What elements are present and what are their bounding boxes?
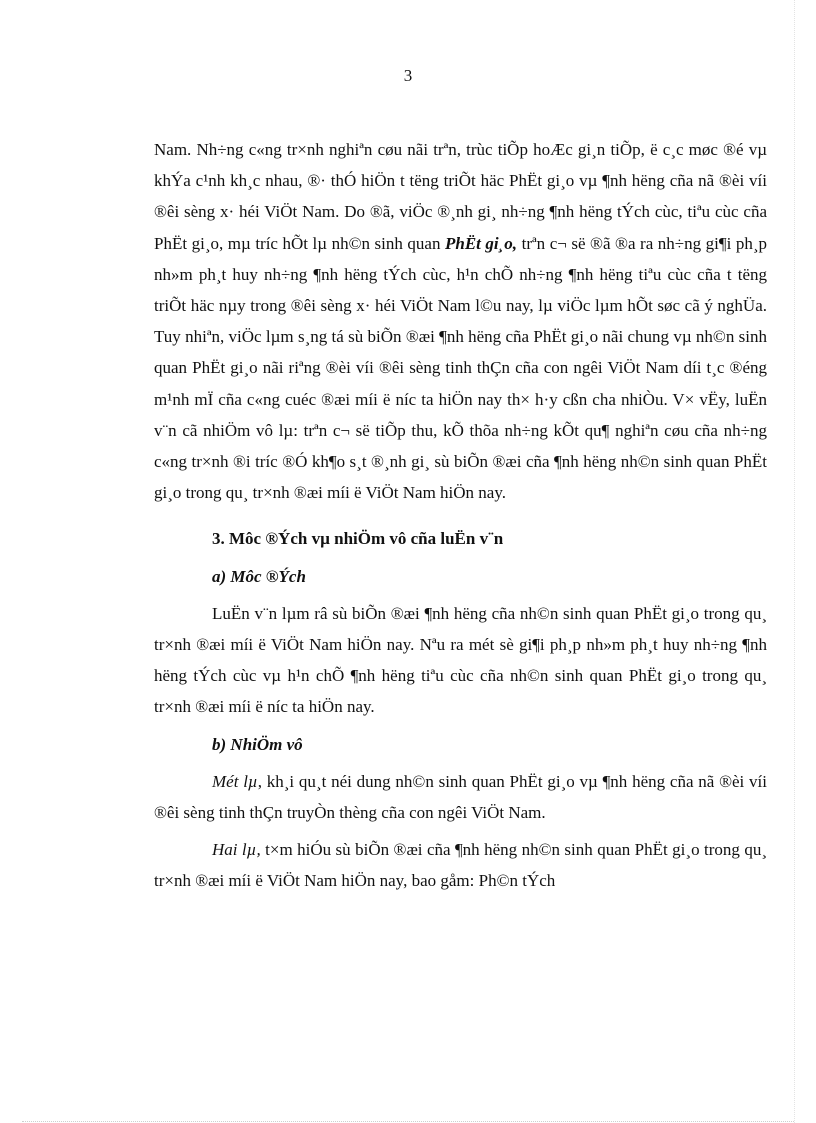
paragraph-1 <box>154 134 767 508</box>
page-edge-guide <box>794 0 795 1123</box>
subheading-b: b) NhiÖm vô <box>212 734 303 754</box>
subheading-a: a) Môc ®Ých <box>212 566 306 586</box>
section-heading-3: 3. Môc ®Ých vµ nhiÖm vô cña luËn v¨n <box>212 529 504 549</box>
page-bottom-guide <box>22 1121 794 1122</box>
body-text <box>154 134 767 897</box>
paragraph-4 <box>154 834 767 896</box>
paragraph-1-text-b: trªn c¬ së ®ã ®a ra nh÷ng gi¶i ph¸p nh»m ph¸t huy nh÷ng ¶nh hëng tÝch cùc, h¹n chÕ nh÷ng ¶nh hëng tiªu cùc cña t tëng triÕt häc nµy trong ®êi sèng x· héi ViÖt Nam l©u nay, lµ viÖc lµm hÕt søc cã ý nghÜa. Tuy nhiªn, viÖc lµm s¸ng tá sù biÕn ®æi ¶nh hëng cña PhËt gi¸o nãi chung vµ nh©n sinh quan PhËt gi¸o nãi riªng ®èi víi ®êi sèng tinh thÇn cña con ngêi ViÖt Nam díi t¸c ®éng m¹nh mÏ cña c«ng cuéc ®æi míi ë níc ta hiÖn nay th× h·y cßn cha nhiÒu. V× vËy, luËn v¨n cã nhiÖm vô lµ: trªn c¬ së tiÕp thu, kÕ thõa nh÷ng kÕt qu¶ nghiªn cøu cña nh÷ng c«ng tr×nh ®i tríc ®Ó kh¶o s¸t ®¸nh gi¸ sù biÕn ®æi cña ¶nh hëng nh©n sinh quan PhËt gi¸o trong qu¸ tr×nh ®æi míi ë ViÖt Nam hiÖn nay. <box>154 233 767 503</box>
paragraph-4-lead: Hai lµ, <box>212 840 261 860</box>
paragraph-3 <box>154 766 767 828</box>
paragraph-4-text: t×m hiÓu sù biÕn ®æi cña ¶nh hëng nh©n sinh quan PhËt gi¸o trong qu¸ tr×nh ®æi míi ë ViÖt Nam hiÖn nay, bao gåm: Ph©n tÝch <box>154 840 767 891</box>
paragraph-3-lead: Mét lµ <box>212 771 258 791</box>
paragraph-3-text: , kh¸i qu¸t néi dung nh©n sinh quan PhËt gi¸o vµ ¶nh hëng cña nã ®èi víi ®êi sèng tinh thÇn truyÒn thèng cña con ngêi ViÖt Nam. <box>154 771 767 823</box>
paragraph-1-emphasis: PhËt gi¸o, <box>444 233 518 253</box>
paragraph-2: LuËn v¨n lµm râ sù biÕn ®æi ¶nh hëng cña nh©n sinh quan PhËt gi¸o trong qu¸ tr×nh ®æi míi ë ViÖt Nam hiÖn nay. Nªu ra mét sè gi¶i ph¸p nh»m ph¸t huy nh÷ng ¶nh hëng tÝch cùc vµ h¹n chÕ ¶nh hëng tiªu cùc cña nh©n sinh quan PhËt gi¸o trong qu¸ tr×nh ®æi míi ë níc ta hiÖn nay. <box>154 603 767 717</box>
page-number: 3 <box>403 66 413 85</box>
paragraph-1-text-a: Nam. Nh÷ng c«ng tr×nh nghiªn cøu nãi trªn, trùc tiÕp hoÆc gi¸n tiÕp, ë c¸c møc ®é vµ khÝa c¹nh kh¸c nhau, ®· thÓ hiÖn t tëng triÕt häc PhËt gi¸o vµ ¶nh hëng cña nã ®èi víi ®êi sèng x· héi ViÖt Nam. Do ®ã, viÖc ®¸nh gi¸ nh÷ng ¶nh hëng tÝch cùc, tiªu cùc cña PhËt gi¸o, mµ tríc hÕt lµ nh©n sinh quan <box>154 140 767 253</box>
